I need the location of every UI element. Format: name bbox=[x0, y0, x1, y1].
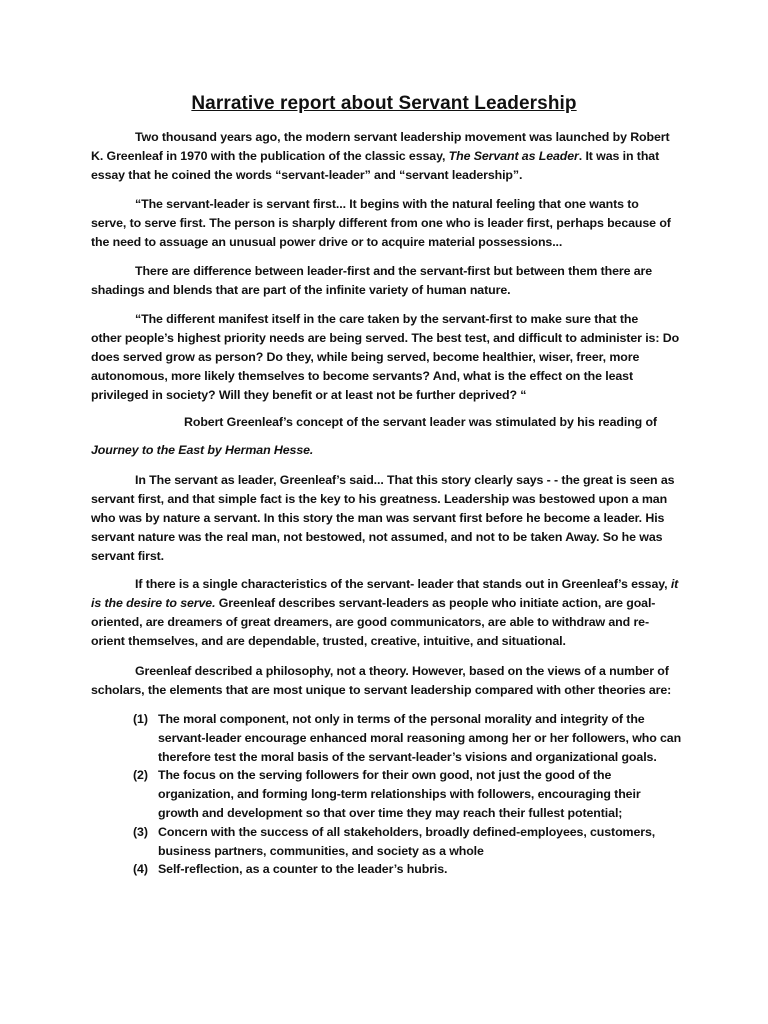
text-line: There are difference between leader-first and the servant-first but between them there are bbox=[135, 264, 653, 278]
text-line: Robert Greenleaf’s concept of the servant leader was stimulated by his reading of bbox=[184, 415, 657, 429]
text-line: Greenleaf described a philosophy, not a theory. However, based on the views of a number of bbox=[135, 664, 669, 678]
text-span: Greenleaf describes servant-leaders as people who initiate action, are goal- bbox=[215, 596, 656, 610]
text-line: orient themselves, and are dependable, trusted, creative, intuitive, and situational. bbox=[91, 634, 566, 648]
paragraph-desire-to-serve bbox=[91, 575, 683, 651]
text-line bbox=[91, 575, 683, 594]
text-line: other people’s highest priority needs are being served. The best test, and difficult to administer is: Do bbox=[91, 331, 680, 345]
text-line bbox=[91, 594, 683, 613]
page-title: Narrative report about Servant Leadership bbox=[191, 93, 577, 114]
text-line: autonomous, more likely themselves to become servants? And, what is the effect on the least bbox=[91, 369, 633, 383]
text-line: servant nature was the real man, not bestowed, not assumed, and not to be taken Away. So he was bbox=[91, 530, 663, 544]
paragraph-quote-best-test bbox=[91, 310, 683, 405]
paragraph-difference bbox=[91, 262, 683, 300]
text-line: servant-leader encourage enhanced moral reasoning among her or her followers, who can bbox=[158, 730, 682, 745]
emphasis-text: it bbox=[670, 577, 679, 591]
paragraph-book-reference bbox=[91, 441, 683, 460]
list-item bbox=[133, 860, 693, 879]
paragraph-servant-as-leader bbox=[91, 471, 683, 566]
text-line: the need to assuage an unusual power drive or to acquire material possessions... bbox=[91, 235, 563, 249]
paragraph-philosophy bbox=[91, 662, 683, 700]
text-line: growth and development so that over time they may reach their fullest potential; bbox=[158, 805, 623, 820]
text-line: therefore test the moral basis of the servant-leader’s visions and organizational goals. bbox=[158, 749, 657, 764]
list-number: (3) bbox=[133, 824, 148, 839]
text-span: If there is a single characteristics of the servant- leader that stands out in Greenleaf’s essay, bbox=[135, 577, 668, 591]
text-line: The focus on the serving followers for their own good, not just the good of the bbox=[158, 768, 612, 783]
list-item bbox=[133, 823, 693, 861]
text-line: scholars, the elements that are most unique to servant leadership compared with other theories are: bbox=[91, 683, 672, 697]
list-item bbox=[133, 766, 693, 822]
text-line: Concern with the success of all stakeholders, broadly defined-employees, customers, bbox=[158, 824, 656, 839]
paragraph-concept bbox=[91, 413, 683, 432]
text-line: business partners, communities, and society as a whole bbox=[158, 843, 484, 858]
text-line bbox=[91, 147, 683, 166]
text-line: does served grow as person? Do they, while being served, become healthier, wiser, freer, more bbox=[91, 350, 640, 364]
text-line: oriented, are dreamers of great dreamers, are good communicators, are able to withdraw and re- bbox=[91, 615, 649, 629]
text-span: K. Greenleaf in 1970 with the publication of the classic essay, bbox=[91, 149, 446, 163]
list-number: (1) bbox=[133, 712, 148, 726]
text-line: In The servant as leader, Greenleaf’s said... That this story clearly says - - the great is seen as bbox=[135, 473, 675, 487]
essay-title: The Servant as Leader bbox=[448, 149, 579, 163]
text-line: who was by nature a servant. In this story the man was servant first before he become a leader. His bbox=[91, 511, 665, 525]
text-line: “The different manifest itself in the care taken by the servant-first to make sure that the bbox=[135, 312, 639, 326]
text-line: servant first. bbox=[91, 549, 164, 563]
paragraph-quote-servant-first bbox=[91, 195, 683, 252]
list-number: (4) bbox=[133, 862, 148, 877]
text-line: shadings and blends that are part of the infinite variety of human nature. bbox=[91, 283, 511, 297]
text-line: privileged in society? Will they benefit or at least not be further deprived? “ bbox=[91, 388, 527, 402]
list-item bbox=[133, 710, 693, 766]
list-number: (2) bbox=[133, 768, 148, 783]
text-line: Two thousand years ago, the modern servant leadership movement was launched by Robert bbox=[135, 130, 670, 144]
emphasis-text: is the desire to serve. bbox=[91, 596, 216, 610]
numbered-list bbox=[133, 710, 693, 879]
text-span: . It was in that bbox=[578, 149, 660, 163]
text-line: serve, to serve first. The person is sharply different from one who is leader first, perhaps because of bbox=[91, 216, 671, 230]
text-line: servant first, and that simple fact is the key to his greatness. Leadership was bestowed upon a man bbox=[91, 492, 668, 506]
text-line: organization, and forming long-term relationships with followers, encouraging their bbox=[158, 787, 641, 802]
text-line: The moral component, not only in terms of the personal morality and integrity of the bbox=[158, 712, 645, 726]
text-line: “The servant-leader is servant first... It begins with the natural feeling that one wants to bbox=[135, 197, 639, 211]
paragraph-intro bbox=[91, 128, 683, 185]
book-title: Journey to the East by Herman Hesse. bbox=[91, 443, 314, 457]
text-line: essay that he coined the words “servant-leader” and “servant leadership”. bbox=[91, 168, 523, 182]
text-line: Self-reflection, as a counter to the leader’s hubris. bbox=[158, 862, 448, 877]
